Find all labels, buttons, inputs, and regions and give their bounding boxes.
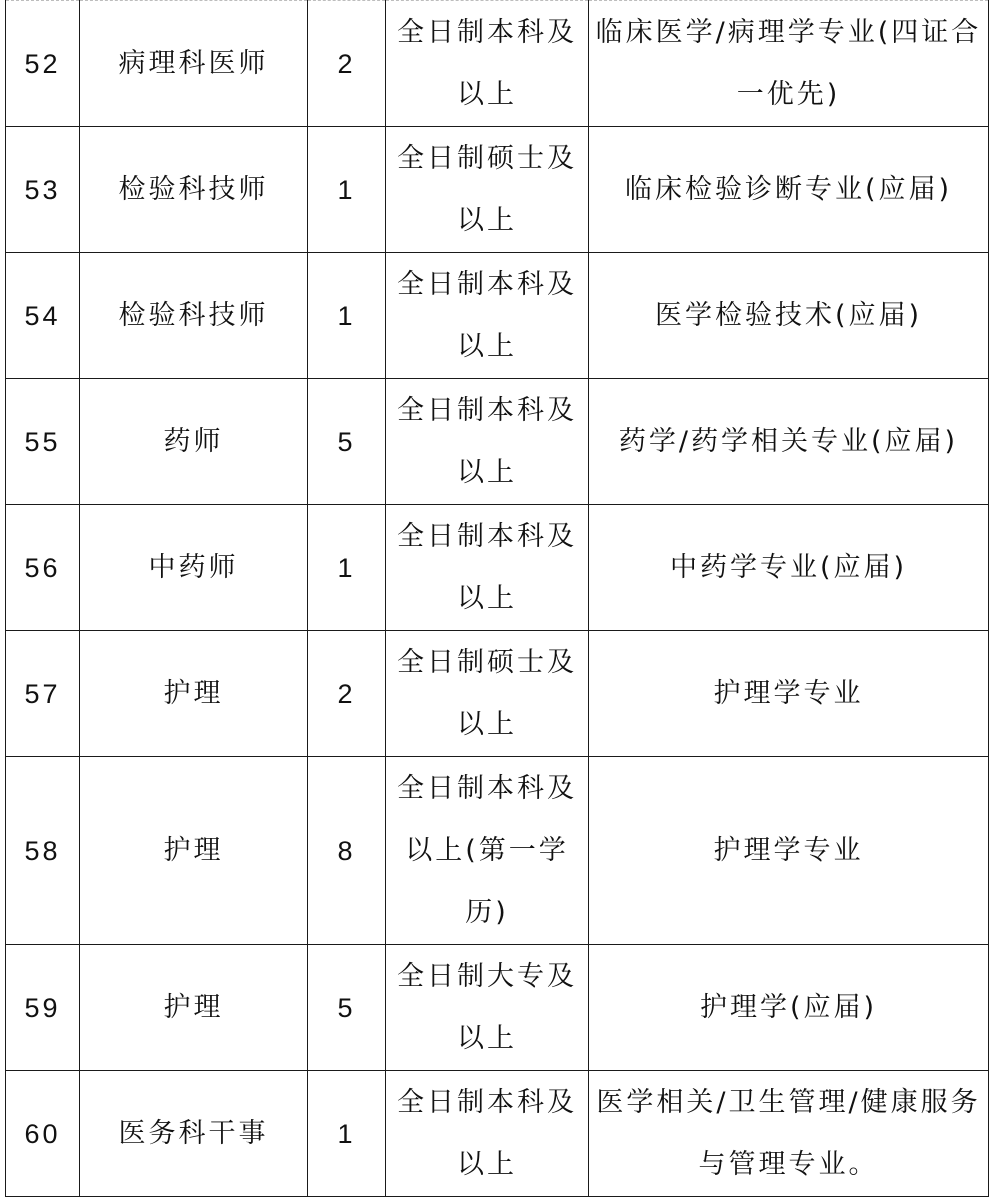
- major-requirement: 中药学专业(应届): [589, 505, 989, 631]
- row-number: 57: [6, 631, 80, 757]
- education-requirement: 全日制硕士及以上: [386, 127, 589, 253]
- position-name: 护理: [80, 945, 308, 1071]
- headcount: 1: [308, 127, 386, 253]
- row-number: 52: [6, 1, 80, 127]
- headcount: 5: [308, 379, 386, 505]
- position-name: 护理: [80, 757, 308, 945]
- table-row: [6, 757, 989, 945]
- position-name: 护理: [80, 631, 308, 757]
- headcount: 8: [308, 757, 386, 945]
- headcount: 2: [308, 631, 386, 757]
- table-row: [6, 945, 989, 1071]
- headcount: 5: [308, 945, 386, 1071]
- education-requirement: 全日制本科及以上: [386, 1071, 589, 1197]
- position-name: 中药师: [80, 505, 308, 631]
- position-name: 病理科医师: [80, 1, 308, 127]
- major-requirement: 护理学专业: [589, 757, 989, 945]
- row-number: 56: [6, 505, 80, 631]
- table-row: [6, 1071, 989, 1197]
- row-number: 55: [6, 379, 80, 505]
- education-requirement: 全日制本科及以上: [386, 1, 589, 127]
- headcount: 2: [308, 1, 386, 127]
- table-row: [6, 127, 989, 253]
- row-number: 59: [6, 945, 80, 1071]
- headcount: 1: [308, 253, 386, 379]
- position-name: 药师: [80, 379, 308, 505]
- education-requirement: 全日制本科及以上(第一学历): [386, 757, 589, 945]
- major-requirement: 药学/药学相关专业(应届): [589, 379, 989, 505]
- table-row: [6, 1, 989, 127]
- recruitment-table: [5, 0, 989, 1197]
- position-name: 医务科干事: [80, 1071, 308, 1197]
- position-name: 检验科技师: [80, 127, 308, 253]
- table-row: [6, 631, 989, 757]
- table-row: [6, 253, 989, 379]
- row-number: 60: [6, 1071, 80, 1197]
- education-requirement: 全日制硕士及以上: [386, 631, 589, 757]
- major-requirement: 护理学专业: [589, 631, 989, 757]
- row-number: 58: [6, 757, 80, 945]
- major-requirement: 医学相关/卫生管理/健康服务与管理专业。: [589, 1071, 989, 1197]
- row-number: 54: [6, 253, 80, 379]
- education-requirement: 全日制本科及以上: [386, 505, 589, 631]
- major-requirement: 医学检验技术(应届): [589, 253, 989, 379]
- major-requirement: 临床检验诊断专业(应届): [589, 127, 989, 253]
- major-requirement: 护理学(应届): [589, 945, 989, 1071]
- headcount: 1: [308, 505, 386, 631]
- table-row: [6, 379, 989, 505]
- position-name: 检验科技师: [80, 253, 308, 379]
- table-row: [6, 505, 989, 631]
- education-requirement: 全日制大专及以上: [386, 945, 589, 1071]
- major-requirement: 临床医学/病理学专业(四证合一优先): [589, 1, 989, 127]
- education-requirement: 全日制本科及以上: [386, 253, 589, 379]
- row-number: 53: [6, 127, 80, 253]
- headcount: 1: [308, 1071, 386, 1197]
- education-requirement: 全日制本科及以上: [386, 379, 589, 505]
